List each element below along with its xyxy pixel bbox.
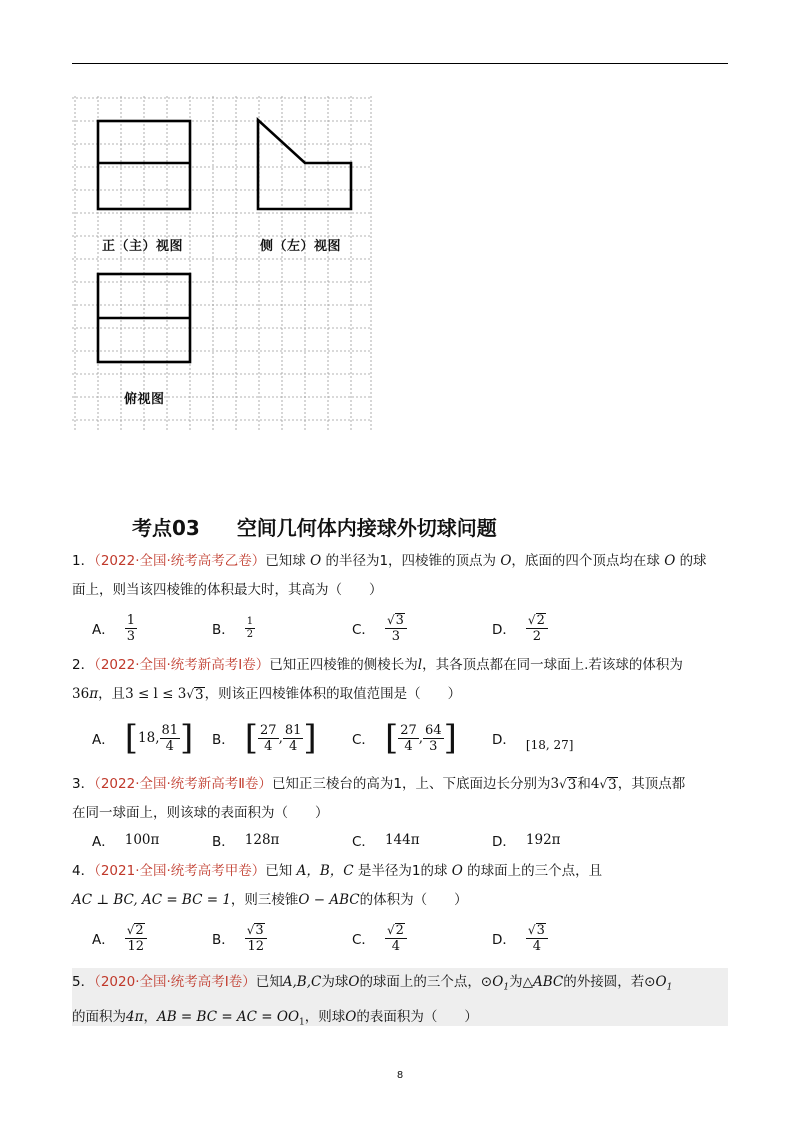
option-c[interactable]: C． 144π (352, 832, 420, 850)
question-3 (72, 770, 728, 828)
option-c[interactable]: C． [ $\frac{27}{4}$ , $\frac{64}{3}$ ] (352, 718, 457, 758)
source-tag: （2022·全国·统考新高考Ⅰ卷） (94, 657, 270, 673)
header-rule (72, 63, 728, 64)
source-tag: （2021·全国·统考高考甲卷） (94, 863, 266, 879)
source-tag: （2022·全国·统考新高考Ⅱ卷） (94, 776, 272, 792)
question-4-line-1: 4．（2021·全国·统考高考甲卷）已知 A，B，C 是半径为1的球 O 的球面上的三个点，且 (72, 863, 603, 879)
grid-drawing (72, 96, 372, 430)
option-a[interactable]: A． [ 18, $\frac{81}{4}$ ] (92, 718, 194, 758)
page-number: 8 (396, 1070, 404, 1081)
question-1-options (92, 608, 712, 648)
top-view-label: 俯视图 (124, 392, 165, 407)
question-4-line-2: AC ⊥ BC, AC = BC = 1，则三棱锥O − ABC的体积为（ ） (72, 892, 468, 908)
question-3-line-1: 3．（2022·全国·统考新高考Ⅱ卷）已知正三棱台的高为1，上、下底面边长分别为3 √ 3 和4 √ 3 ，其顶点都 (72, 776, 686, 793)
option-d[interactable]: D． √ 3 4 (492, 918, 548, 958)
option-b[interactable]: B． 128π (212, 832, 280, 850)
source-tag: （2022·全国·统考高考乙卷） (94, 553, 266, 569)
question-3-options (92, 824, 712, 856)
question-2-options (92, 718, 712, 758)
side-view-label: 侧（左）视图 (260, 239, 342, 254)
source-tag: （2020·全国·统考高考Ⅰ卷） (94, 974, 256, 990)
question-4-options (92, 918, 712, 958)
option-d[interactable]: D． 192π (492, 832, 561, 850)
option-a[interactable]: A． 100π (92, 832, 160, 850)
side-view-shape (258, 120, 351, 209)
option-b[interactable]: B． [ $\frac{27}{4}$ , $\frac{81}{4}$ ] (212, 718, 317, 758)
option-c[interactable]: C． √ 2 4 (352, 918, 407, 958)
section-number: 考点03 (132, 516, 200, 540)
option-c[interactable]: C． √ 3 3 (352, 608, 407, 648)
section-heading (132, 512, 497, 541)
question-5-line-1: 5．（2020·全国·统考高考Ⅰ卷）已知A,B,C为球O的球面上的三个点，$⊙O_1$为△ABC的外接圆，若$⊙O_1$ (72, 974, 673, 993)
question-3-line-2: 在同一球面上，则该球的表面积为（ ） (72, 805, 329, 821)
dashed-grid (72, 96, 372, 430)
option-b[interactable]: B． $\frac{1}{2}$ (212, 615, 254, 640)
option-d[interactable]: D． √ 2 2 (492, 608, 548, 648)
question-2 (72, 651, 728, 709)
front-view-label: 正（主）视图 (102, 239, 184, 254)
three-view-figure (72, 96, 372, 430)
question-4 (72, 857, 728, 915)
option-b[interactable]: B． √ 3 12 (212, 918, 267, 958)
question-1 (72, 547, 728, 605)
option-a[interactable]: A． $\frac{1}{3}$ (92, 612, 136, 644)
question-1-line-1: 1．（2022·全国·统考高考乙卷）已知球 O 的半径为1，四棱锥的顶点为 O，底面的四个顶点均在球 O 的球 (72, 553, 707, 569)
question-5 (72, 968, 728, 1037)
option-a[interactable]: A． √ 2 12 (92, 918, 147, 958)
section-title: 空间几何体内接球外切球问题 (236, 516, 497, 540)
question-2-line-1: 2．（2022·全国·统考新高考Ⅰ卷）已知正四棱锥的侧棱长为l，其各顶点都在同一球面上.若该球的体积为 (72, 657, 683, 673)
question-2-line-2: 36π，且3 ≤ l ≤ 3 √ 3 ，则该正四棱锥体积的取值范围是（ ） (72, 686, 462, 703)
option-d[interactable]: D． [18, 27] (492, 732, 574, 752)
question-1-line-2: 面上，则当该四棱锥的体积最大时，其高为（ ） (72, 582, 383, 598)
question-5-line-2: 的面积为4π，AB = BC = AC = $OO_1$，则球O的表面积为（ ） (72, 1008, 478, 1028)
